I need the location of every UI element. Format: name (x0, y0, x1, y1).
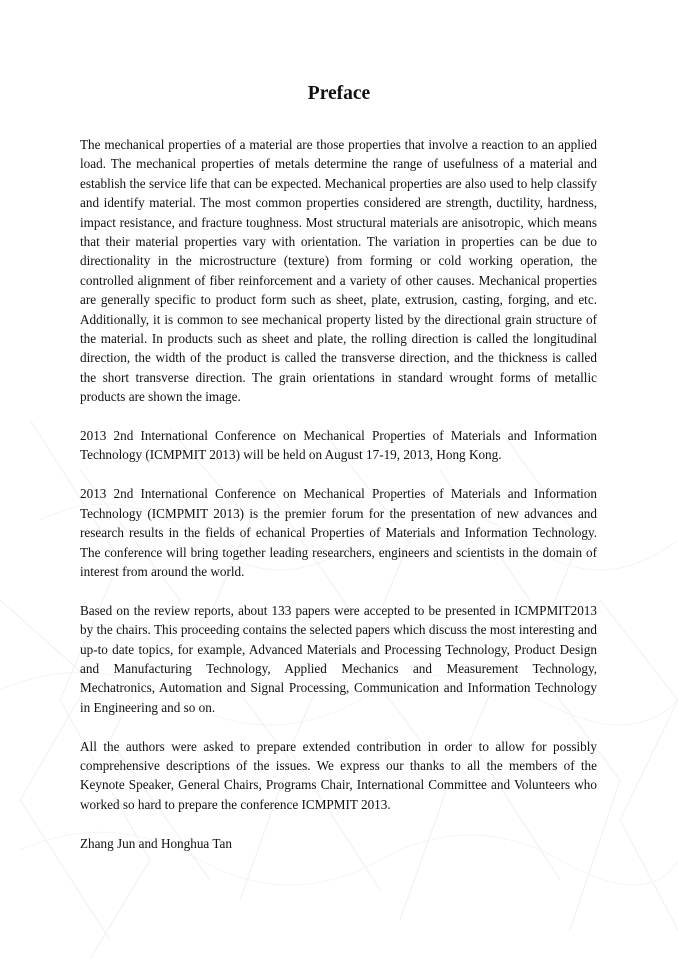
paragraph-conference-date: 2013 2nd International Conference on Mechanical Properties of Materials and Information Technology (ICMPMIT 2013) will be held on August 17-19, 2013, Hong Kong. (80, 428, 597, 463)
paragraph-acknowledgements: All the authors were asked to prepare extended contribution in order to allow for possibly comprehensive descriptions of the issues. We express our thanks to all the members of the Keynote Speaker, General Chairs, Programs Chair, International Committee and Volunteers who worked so hard to prepare the conference ICMPMIT 2013. (80, 738, 597, 812)
page-title: Preface (307, 83, 371, 104)
preface-body (80, 135, 597, 853)
paragraph-review-reports: Based on the review reports, about 133 papers were accepted to be presented in ICMPMIT2013 by the chairs. This proceeding contains the selected papers which discuss the most interesting and up-to date topics, for example, Advanced Materials and Processing Technology, Product Design and Manufacturing Technology, Applied Mechanics and Measurement Technology, Mechatronics, Automation and Signal Processing, Communication and Information Technology in Engineering and so on. (80, 602, 597, 715)
paragraph-mechanical-properties: The mechanical properties of a material are those properties that involve a reaction to an applied load. The mechanical properties of metals determine the range of usefulness of a material and establish the service life that can be expected. Mechanical properties are also used to help classify and identify material. The most common properties considered are strength, ductility, hardness, impact resistance, and fracture toughness. Most structural materials are anisotropic, which means that their material properties vary with orientation. The variation in properties can be due to directionality in the microstructure (texture) from forming or cold working operation, the controlled alignment of fiber reinforcement and a variety of other causes. Mechanical properties are generally specific to product form such as sheet, plate, extrusion, casting, forging, and etc. Additionally, it is common to see mechanical property listed by the directional grain structure of the material. In products such as sheet and plate, the rolling direction is called the longitudinal direction, the width of the product is called the transverse direction, and the thickness is called the short transverse direction. The grain orientations in standard wrought forms of metallic products are shown the image. (80, 137, 597, 405)
signature: Zhang Jun and Honghua Tan (80, 835, 232, 851)
paragraph-conference-forum: 2013 2nd International Conference on Mechanical Properties of Materials and Information Technology (ICMPMIT 2013) is the premier forum for the presentation of new advances and research results in the fields of echanical Properties of Materials and Information Technology. The conference will bring together leading researchers, engineers and scientists in the domain of interest from around the world. (80, 486, 597, 579)
